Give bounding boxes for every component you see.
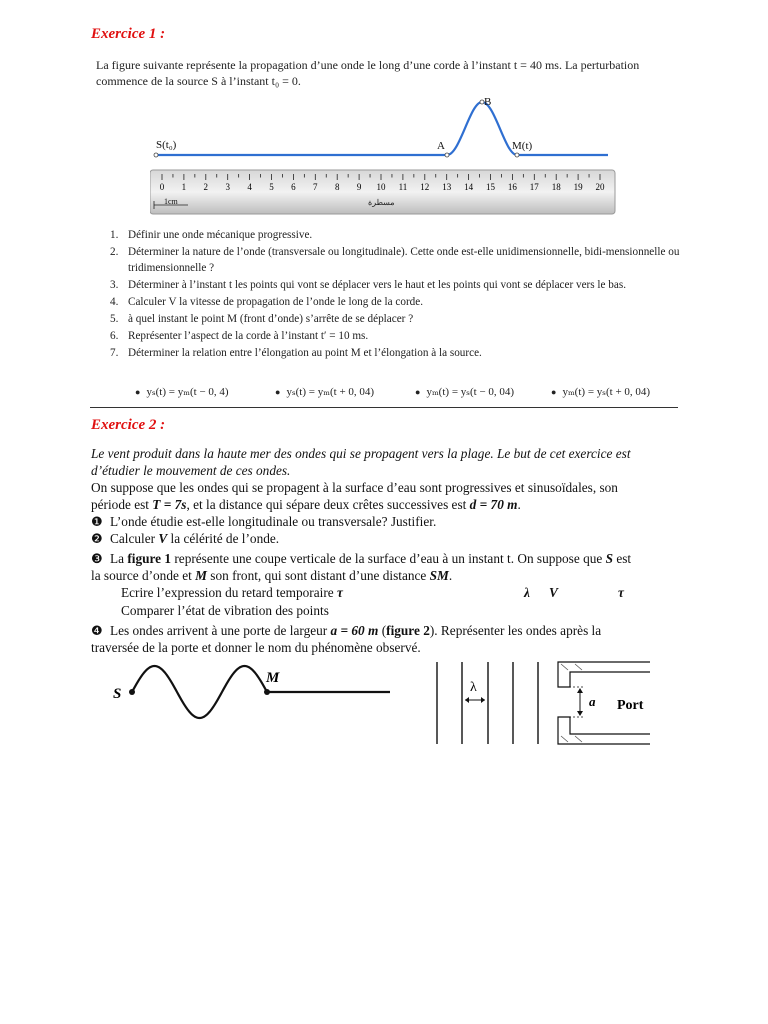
ex2-question-4: ❹ Les ondes arrivent à une porte de largeur a = 60 m (figure 2). Représenter les ondes après la (91, 623, 602, 639)
ex1-label-a: A (437, 140, 445, 152)
ruler-tick-label: 5 (269, 182, 274, 192)
ruler-tick-label: 18 (551, 182, 561, 192)
ex2-fig2-label-lambda: λ (470, 680, 477, 695)
ruler-tick-label: 14 (464, 182, 474, 192)
ruler-tick-label: 9 (356, 182, 362, 192)
ex2-intro-line2: d’étudier le mouvement de ces ondes. (91, 463, 291, 478)
ex2-body-line2: période est T = 7s, et la distance qui sépare deux crêtes successives est d = 70 m. (91, 497, 521, 512)
ex1-question-list (110, 228, 680, 363)
ex1-label-m: M(t) (512, 140, 533, 152)
ex1-ruler-ticks (162, 174, 600, 180)
ex2-question-3-sub1: Ecrire l’expression du retard temporaire τ (121, 585, 343, 600)
ruler-tick-label: 12 (420, 182, 430, 192)
ex2-question-2: ❷ Calculer V la célérité de l’onde. (91, 531, 280, 547)
ex2-question-3-line2: la source d’onde et M son front, qui sont distant d’une distance SM. (91, 568, 453, 583)
bullet-1-icon: ❶ (91, 515, 103, 530)
ex1-point-m (515, 153, 519, 157)
bullet-2-icon: ❷ (91, 532, 103, 547)
ex2-question-1: ❶ L’onde étudie est-elle longitudinale ou transversale? Justifier. (91, 514, 437, 530)
ruler-tick-label: 4 (247, 182, 252, 192)
ruler-tick-label: 7 (313, 182, 318, 192)
ruler-tick-label: 19 (573, 182, 583, 192)
ex2-fig2-label-a: a (589, 694, 596, 709)
ex2-question-3: ❸ La figure 1 représente une coupe verticale de la surface d’eau à un instant t. On suppose que S est (91, 551, 632, 567)
ex2-question-3-sub2: Comparer l’état de vibration des points (121, 603, 329, 618)
bullet-4-icon: ❹ (91, 624, 103, 639)
ruler-tick-label: 1 (181, 182, 187, 192)
ruler-tick-label: 2 (203, 182, 209, 192)
ruler-tick-label: 20 (595, 182, 605, 192)
ex1-string (156, 102, 608, 155)
ruler-tick-label: 11 (398, 182, 408, 192)
ex2-body-line1: On suppose que les ondes qui se propagent à la surface d’eau sont progressives et sinusoïdales, son (91, 480, 618, 495)
ex1-point-a (445, 153, 449, 157)
ex1-question: 2. Déterminer la nature de l’onde (transversale ou longitudinale). Cette onde est-elle unidimensionnelle, bidi-mensionnelle ou tridimensionnelle ? (110, 246, 680, 274)
ruler-tick-label: 16 (507, 182, 517, 192)
ex1-ruler-labels (160, 182, 605, 192)
ex1-point-s (154, 153, 158, 157)
ex2-fig2-port-wall-top (558, 662, 650, 687)
ex1-question: 6. Représenter l’aspect de la corde à l’instant t′ = 10 ms. (110, 329, 369, 342)
ruler-tick-label: 10 (376, 182, 386, 192)
ex2-symbol-v: V (549, 585, 558, 600)
ex2-symbol-tau: τ (618, 585, 624, 600)
ex1-question: 5. à quel instant le point M (front d’onde) s’arrête de se déplacer ? (110, 312, 414, 325)
ex2-question-4-line2: traversée de la porte et donner le nom du phénomène observé. (91, 640, 421, 655)
ex1-option[interactable]: ● yₘ(t) = yₛ(t + 0, 04) (551, 386, 651, 398)
ex2-fig1-label-m: M (266, 670, 280, 686)
ex2-fig1-point-m (264, 689, 270, 695)
ex2-fig1-label-s: S (113, 686, 122, 702)
ex1-wave-figure (150, 92, 620, 217)
ruler-tick-label: 13 (442, 182, 452, 192)
ruler-tick-label: 3 (225, 182, 230, 192)
ex1-question: 3. Déterminer à l’instant t les points qui vont se déplacer vers le haut et les points qui vont se déplacer vers le bas. (110, 278, 627, 291)
ex2-symbol-lambda: λ (524, 585, 530, 600)
ruler-tick-label: 6 (291, 182, 296, 192)
ruler-tick-label: 8 (334, 182, 340, 192)
section-divider (90, 407, 678, 408)
ex1-ruler-word: مسطرة (368, 198, 395, 207)
ex2-intro-line1: Le vent produit dans la haute mer des ondes qui se propagent vers la plage. Le but de cet exercice est (91, 446, 631, 461)
ex2-fig2-label-port: Port (617, 698, 644, 713)
ex2-fig2-port-wall-bottom (558, 717, 650, 744)
ruler-tick-label: 0 (159, 182, 165, 192)
ex1-option[interactable]: ● yₘ(t) = yₛ(t − 0, 04) (415, 386, 515, 398)
ex2-title: Exercice 2 : (91, 417, 166, 433)
ex1-option[interactable]: ● yₛ(t) = yₘ(t + 0, 04) (275, 386, 375, 398)
ex1-question: 4. Calculer V la vitesse de propagation de l’onde le long de la corde. (110, 295, 424, 308)
ruler-tick-label: 17 (529, 182, 539, 192)
ex1-question: 1. Définir une onde mécanique progressive. (110, 229, 313, 241)
ex1-ruler-unit: 1cm (164, 197, 178, 206)
ex1-label-source: S(t₀) (156, 139, 177, 151)
ex1-intro-line1: La figure suivante représente la propagation d’une onde le long d’une corde à l’instant t = 40 ms. La perturbation (96, 58, 640, 72)
ex2-fig1-point-s (129, 689, 135, 695)
bullet-3-icon: ❸ (91, 552, 103, 567)
ex2-fig1-wave (132, 666, 267, 718)
ex1-title: Exercice 1 : (91, 26, 166, 42)
ruler-tick-label: 15 (486, 182, 495, 192)
ex1-question: 7. Déterminer la relation entre l’élongation au point M et l’élongation à la source. (110, 346, 482, 359)
ex1-label-b: B (484, 96, 492, 108)
ex1-intro-line2: commence de la source S à l’instant t₀ = 0. (96, 74, 301, 88)
ex1-option[interactable]: ● yₛ(t) = yₘ(t − 0, 4) (135, 386, 229, 398)
ex2-figure-1 (110, 662, 395, 732)
ex1-intro (96, 57, 686, 89)
ex2-figure-2 (425, 660, 655, 750)
